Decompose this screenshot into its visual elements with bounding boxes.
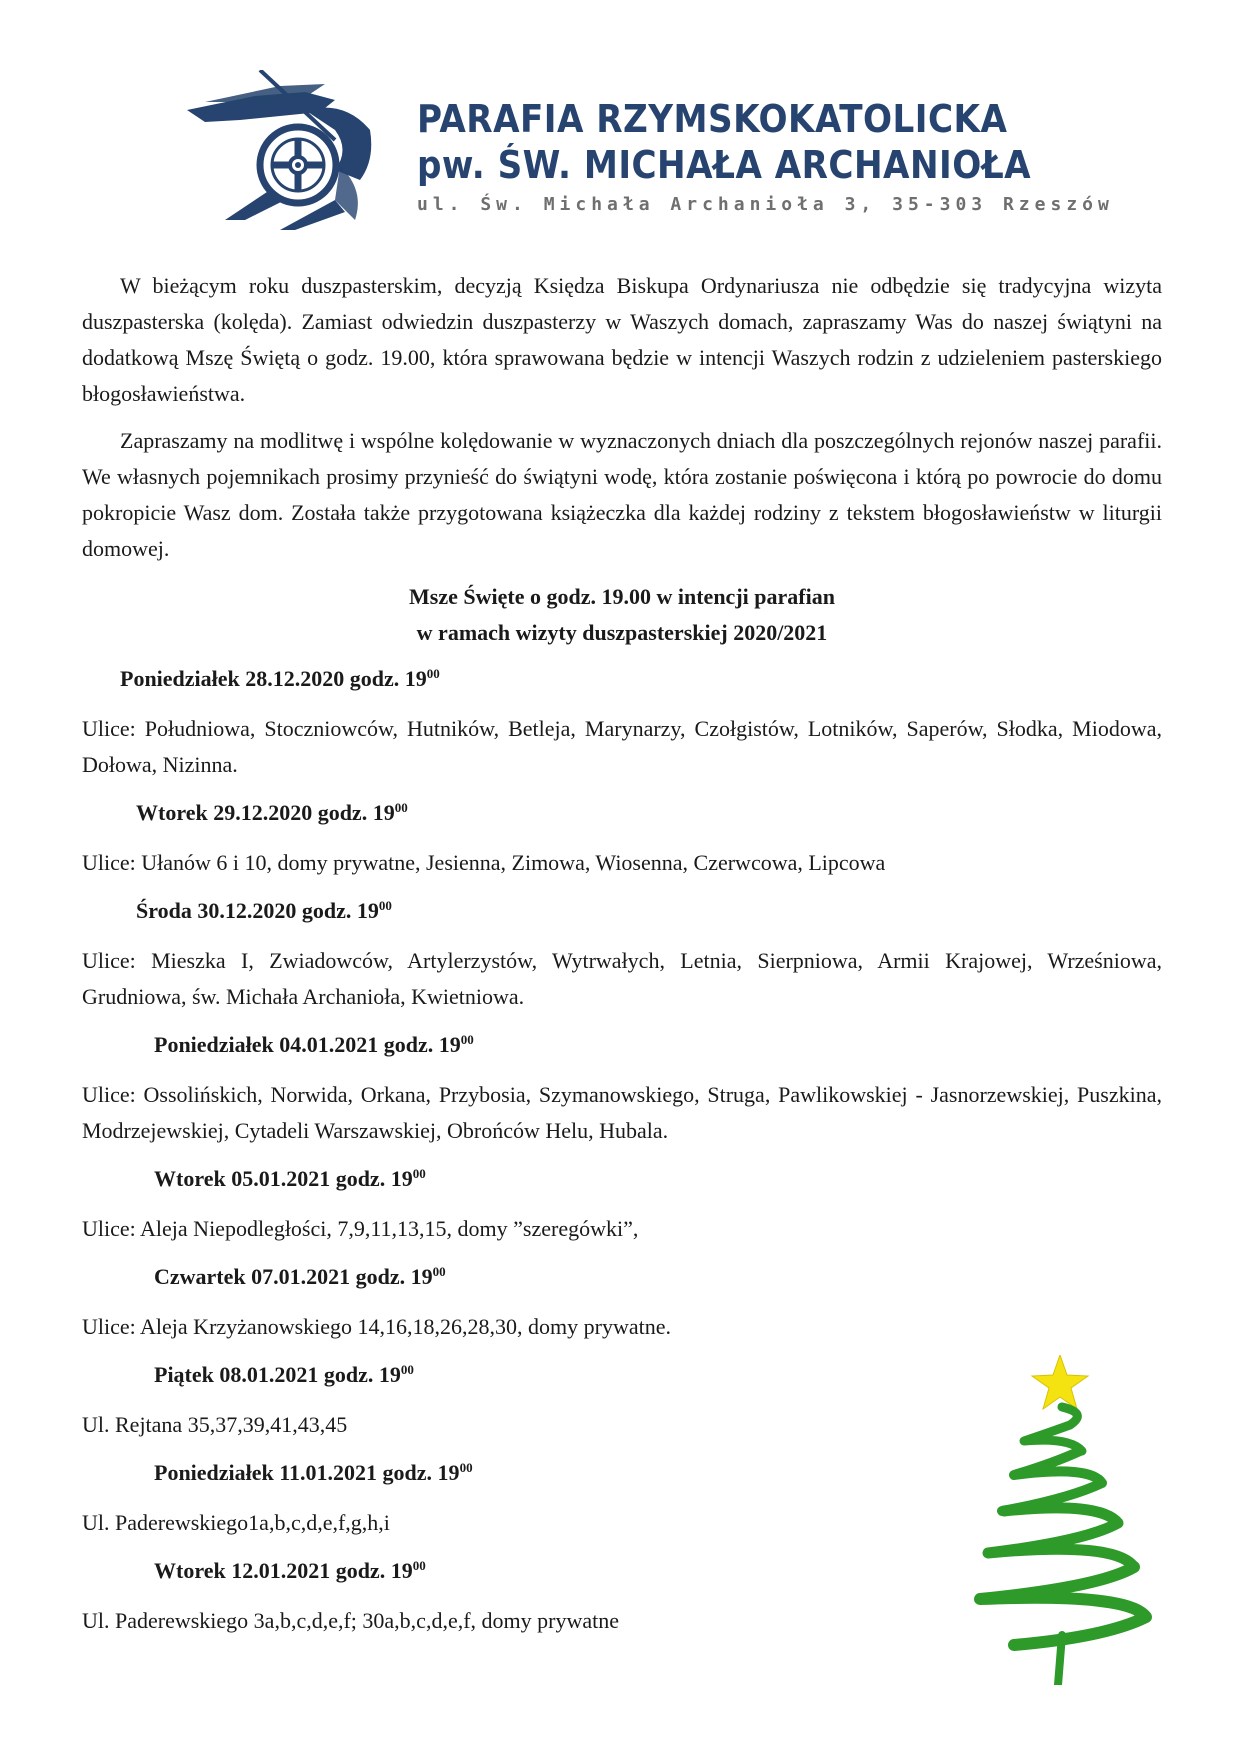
schedule-title-line2: w ramach wizyty duszpasterskiej 2020/2021 (416, 620, 828, 645)
schedule-day-heading (82, 795, 1162, 831)
time-minutes: 00 (460, 1032, 474, 1047)
christmas-tree-icon (950, 1355, 1170, 1685)
day-label: Środa 30.12.2020 godz. 19 (136, 898, 379, 923)
day-label: Poniedziałek 28.12.2020 godz. 19 (120, 666, 427, 691)
day-label: Czwartek 07.01.2021 godz. 19 (154, 1264, 433, 1289)
streets-list: Ulice: Aleja Krzyżanowskiego 14,16,18,26,28,30, domy prywatne. (82, 1314, 671, 1339)
schedule-day-heading (82, 1259, 1162, 1295)
letterhead (185, 70, 1114, 240)
time-minutes: 00 (394, 800, 408, 815)
day-label: Wtorek 29.12.2020 godz. 19 (136, 800, 395, 825)
streets-list: Ulice: Południowa, Stoczniowców, Hutników, Betleja, Marynarzy, Czołgistów, Lotników, Saperów, Słodka, Miodowa, Dołowa, Nizinna. (82, 716, 1162, 777)
schedule-day-heading (82, 1161, 1162, 1197)
streets-list: Ulice: Ułanów 6 i 10, domy prywatne, Jesienna, Zimowa, Wiosenna, Czerwcowa, Lipcowa (82, 850, 886, 875)
streets-list: Ulice: Aleja Niepodległości, 7,9,11,13,15, domy ”szeregówki”, (82, 1216, 639, 1241)
archangel-logo-icon (185, 70, 415, 240)
streets-list: Ul. Paderewskiego 3a,b,c,d,e,f; 30a,b,c,d,e,f, domy prywatne (82, 1608, 620, 1633)
parish-name-line1: PARAFIA RZYMSKOKATOLICKA (417, 97, 1008, 141)
star-icon (1032, 1355, 1088, 1409)
streets-list: Ul. Rejtana 35,37,39,41,43,45 (82, 1412, 348, 1437)
intro-paragraph-2: Zapraszamy na modlitwę i wspólne kolędowanie w wyznaczonych dniach dla poszczególnych rejonów naszej parafii. We własnych pojemnikach prosimy przynieść do świątyni wodę, która zostanie poświęcona i którą po powrocie do domu pokropicie Wasz dom. Została także przygotowana książeczka dla każdej rodziny z tekstem błogosławieństw w liturgii domowej. (82, 428, 1162, 561)
streets-list: Ul. Paderewskiego1a,b,c,d,e,f,g,h,i (82, 1510, 390, 1535)
day-label: Poniedziałek 11.01.2021 godz. 19 (154, 1460, 460, 1485)
schedule-day-heading (82, 661, 1162, 697)
schedule-title (82, 579, 1162, 651)
time-minutes: 00 (378, 898, 392, 913)
time-minutes: 00 (432, 1264, 446, 1279)
time-minutes: 00 (426, 666, 440, 681)
parish-name-line2: pw. ŚW. MICHAŁA ARCHANIOŁA (417, 143, 1032, 187)
time-minutes: 00 (412, 1166, 426, 1181)
day-label: Piątek 08.01.2021 godz. 19 (154, 1362, 401, 1387)
day-label: Wtorek 05.01.2021 godz. 19 (154, 1166, 413, 1191)
streets-list: Ulice: Ossolińskich, Norwida, Orkana, Przybosia, Szymanowskiego, Struga, Pawlikowskiej - Jasnorzewskiej, Puszkina, Modrzejewskiej, Cytadeli Warszawskiej, Obrońców Helu, Hubala. (82, 1082, 1162, 1143)
streets-list: Ulice: Mieszka I, Zwiadowców, Artylerzystów, Wytrwałych, Letnia, Sierpniowa, Armii Krajowej, Wrześniowa, Grudniowa, św. Michała Archanioła, Kwietniowa. (82, 948, 1162, 1009)
parish-address: ul. Św. Michała Archanioła 3, 35-303 Rzeszów (417, 194, 1114, 215)
time-minutes: 00 (459, 1460, 473, 1475)
schedule-title-line1: Msze Święte o godz. 19.00 w intencji parafian (409, 584, 835, 609)
schedule-day-heading (82, 893, 1162, 929)
time-minutes: 00 (400, 1362, 414, 1377)
day-label: Wtorek 12.01.2021 godz. 19 (154, 1558, 413, 1583)
intro-paragraph-1: W bieżącym roku duszpasterskim, decyzją Księdza Biskupa Ordynariusza nie odbędzie się tradycyjna wizyta duszpasterska (kolęda). Zamiast odwiedzin duszpasterzy w Waszych domach, zapraszamy Was do naszej świątyni na dodatkową Mszę Świętą o godz. 19.00, która sprawowana będzie w intencji Waszych rodzin z udzieleniem pasterskiego błogosławieństwa. (82, 273, 1162, 406)
schedule-day-heading (82, 1027, 1162, 1063)
day-label: Poniedziałek 04.01.2021 godz. 19 (154, 1032, 461, 1057)
time-minutes: 00 (412, 1558, 426, 1573)
